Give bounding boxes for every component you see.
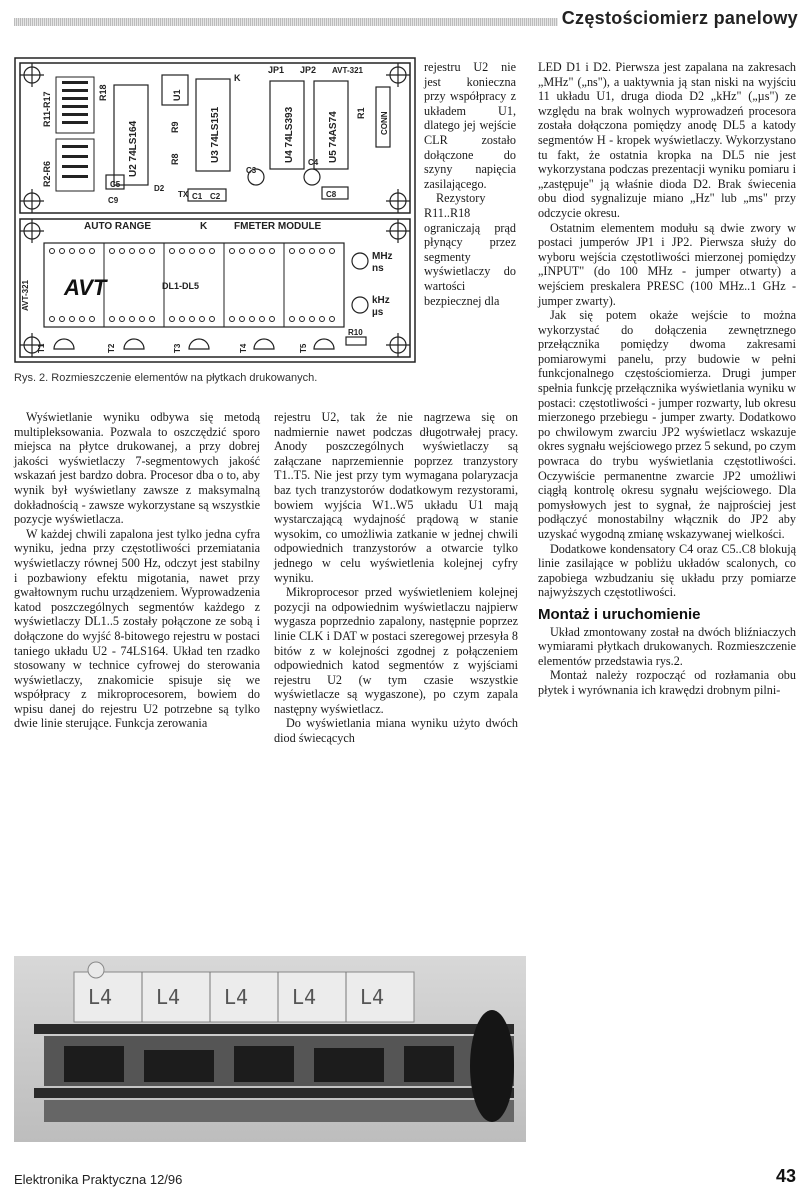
figure-caption: Rys. 2. Rozmieszczenie elementów na płytkach drukowanych. xyxy=(14,372,318,384)
pcb-label-k-top: K xyxy=(234,73,241,83)
section-heading: Montaż i uruchomienie xyxy=(538,605,701,623)
paragraph: Wyświetlanie wyniku odbywa się metodą multipleksowania. Pozwala to oszczędzić sporo miejsca na płytce drukowanej, a przy dobrej jakości wyświetlaczy 7-segmentowych jakość wskazań jest bardzo dobra. Procesor dba o to, aby wynik był wyświetlany zawsze z maksymalną dokładnością - zawsze wykorzystane są wszystkie pozycje wyświetlacza. xyxy=(14,410,260,527)
pcb-label-u5: U5 74AS74 xyxy=(328,111,339,163)
pcb-label-board-top: AVT-321 xyxy=(332,66,363,75)
column-2-bottom xyxy=(274,410,518,746)
pcb-label-displays: DL1-DL5 xyxy=(162,281,200,291)
pcb-label-t4: T4 xyxy=(239,343,248,353)
pcb-label-r8: R8 xyxy=(170,153,180,165)
pcb-label-c2: C2 xyxy=(210,192,221,201)
module-photo xyxy=(14,956,526,1142)
pcb-label-jp2: JP2 xyxy=(300,65,317,75)
pcb-label-t1: T1 xyxy=(37,343,46,353)
avt-logo: AVT xyxy=(64,275,107,300)
footer-magazine: Elektronika Praktyczna 12/96 xyxy=(14,1172,183,1187)
pcb-label-c5: C5 xyxy=(110,180,121,189)
paragraph: LED D1 i D2. Pierwsza jest zapalana na zakresach „MHz" („ns"), a uaktywnia ją stan niski na wyjściu 11 układu U1, druga dioda D2 „kHz" („µs") ze względu na brak wolnych wyprowadzeń procesora została dołączona pomiędzy anodę DL5 a katody segmentów H - kropek wyświetlaczy. Wykorzystano tu fakt, że ostatnia kropka na DL5 nie jest wykorzystana podczas prezentacji wyniku pomiaru i „zastępuje" ją właśnie dioda D2. Brak świecenia obu diod sygnalizuje miano „Hz" lub „ms" przy odczycie okresu. xyxy=(538,60,796,220)
display-label: L4 xyxy=(292,985,317,1009)
pcb-label-tx: TX xyxy=(178,190,189,199)
column-1 xyxy=(14,410,260,731)
pcb-label-c4: C4 xyxy=(308,158,319,167)
pcb-layout-figure xyxy=(14,57,416,363)
pcb-label-jp1: JP1 xyxy=(268,65,285,75)
footer-page-number: 43 xyxy=(775,1166,796,1186)
pcb-label-board-bottom: AVT-321 xyxy=(21,280,30,311)
pcb-label-auto-range: AUTO RANGE xyxy=(84,221,152,232)
page-header-title: Częstościomierz panelowy xyxy=(561,8,798,28)
paragraph: Dodatkowe kondensatory C4 oraz C5..C8 blokują linie zasilające w pobliżu układów scalonych, co zapobiega wzbudzaniu się układu przy pomiarze najwyższych częstotliwości. xyxy=(538,541,796,600)
paragraph: rejestru U2 nie jest konieczna przy współpracy z układem U1, dlatego jej wejście CLR zostało dołączone do szyny napięcia zasilającego. xyxy=(424,60,516,191)
paragraph: rejestru U2, tak że nie nagrzewa się on nadmiernie nawet podczas długotrwałej pracy. Anody poszczególnych wyświetlaczy są załączane naprzemiennie poprzez tranzystory T1..T5. Nie jest przy tym wymagana polaryzacja baz tych tranzystorów dodatkowym rezystorami, bowiem wyjścia W1..W5 układu U1 mają wystarczającą wydajność prądową w stanie wysokim, co umożliwia zatkanie w jednej chwili odpowiednich tranzystorów a otwarcie tylko jednego w celu wyświetlenia kolejnej cyfry wyniku. xyxy=(274,410,518,585)
paragraph: Ostatnim elementem modułu są dwie zwory w postaci jumperów JP1 i JP2. Pierwsza służy do wyboru wejścia częstotliwości mierzonej pomiędzy „INPUT" (do 100 MHz - jumper otwarty) a wejściem preskalera PRESC (100 MHz..1 GHz - jumper zwarty). xyxy=(538,220,796,308)
pcb-label-module: FMETER MODULE xyxy=(234,221,322,232)
pcb-label-c3: C3 xyxy=(246,166,257,175)
pcb-label-u1: U1 xyxy=(172,89,182,101)
column-2-top xyxy=(424,60,516,308)
display-label: L4 xyxy=(360,985,385,1009)
display-label: L4 xyxy=(224,985,249,1009)
pcb-label-u3: U3 74LS151 xyxy=(210,106,221,163)
display-label: L4 xyxy=(156,985,181,1009)
paragraph: Układ zmontowany został na dwóch bliźniaczych wymiarami płytkach drukowanych. Rozmieszczenie elementów przedstawia rys.2. xyxy=(538,624,796,668)
pcb-label-r10: R10 xyxy=(348,328,363,337)
pcb-label-r1: R1 xyxy=(356,107,366,119)
paragraph: Do wyświetlania miana wyniku użyto dwóch diod świecących xyxy=(274,716,518,746)
pcb-label-ns: ns xyxy=(372,263,384,274)
pcb-label-c9: C9 xyxy=(108,196,119,205)
pcb-label-k-bottom: K xyxy=(200,221,208,232)
column-3 xyxy=(538,60,796,698)
pcb-label-c1: C1 xyxy=(192,192,203,201)
pcb-label-r11-r17: R11-R17 xyxy=(42,91,52,127)
pcb-label-r2-r6: R2-R6 xyxy=(42,160,52,187)
pcb-label-r9: R9 xyxy=(170,121,180,133)
pcb-label-t5: T5 xyxy=(299,343,308,353)
pcb-label-t3: T3 xyxy=(173,343,182,353)
pcb-label-d2: D2 xyxy=(154,184,165,193)
paragraph: Rezystory R11..R18 ograniczają prąd płynący przez segmenty wyświetlaczy do wartości bezpiecznej dla xyxy=(424,191,516,308)
pcb-label-khz: kHz xyxy=(372,295,390,306)
paragraph: W każdej chwili zapalona jest tylko jedna cyfra wyniku, jedna przy częstotliwości przemiatania wyświetlaczy równej 500 Hz, odczyt jest stabilny i pozbawiony efektu migotania, nawet przy gwałtownym ruchu urządzeniem. Wyprowadzenia katod poszczególnych segmentów każdego z wyświetlaczy DL1..5 zostały połączone ze sobą i dołączone do wyjść 8-bitowego rejestru w postaci taniego układu U2 - 74LS164. Układ ten rzadko stosowany w technice cyfrowej do sterowania wyświetlaczy, znakomicie spisuje się we współpracy z mikroprocesorem, bowiem do wpisu danej do rejestru U2 potrzebne są tylko dwie linie sterujące. Funkcja zerowania xyxy=(14,526,260,731)
paragraph: Jak się potem okaże wejście to można wykorzystać do dołączenia zewnętrznego przełącznika pomiędzy dwoma zakresami pomiarowymi panelu, przy budowie w pełni funkcjonalnego częstościomierza. Drugi jumper spełnia funkcję przełącznika wyświetlania wyniku w postaci: częstotliwości - jumper rozwarty, lub okresu mierzonego przebiegu - jumper zwarty. Dodatkowo po chwilowym zwarciu JP2 wyświetlacz wskazuje okres sygnału wejściowego przez 5 sekund, po czym powraca do trybu wyświetlania częstotliwości. Oczywiście permanentne zwarcie JP2 umożliwi ciągłą kontrolę okresu sygnału wejściowego. Dla pomysłowych jest to sygnał, że najprościej jest podłączyć monostabilny włącznik do JP2 aby uzyskać wygodną zmianę wskazywanej wielkości. xyxy=(538,308,796,541)
display-label: L4 xyxy=(88,985,113,1009)
pcb-label-t2: T2 xyxy=(107,343,116,353)
paragraph: Montaż należy rozpocząć od rozłamania obu płytek i wyrównania ich krawędzi drobnym pilni- xyxy=(538,668,796,697)
pcb-label-r18: R18 xyxy=(98,84,108,101)
pcb-label-u2: U2 74LS164 xyxy=(128,120,139,177)
pcb-label-u4: U4 74LS393 xyxy=(284,106,295,163)
pcb-label-conn: CONN xyxy=(380,111,389,135)
pcb-label-mhz: MHz xyxy=(372,251,393,262)
paragraph: Mikroprocesor przed wyświetleniem kolejnej pozycji na odpowiednim wyświetlaczu najpierw wygasza poprzednio zapalony, następnie poprzez linie CLK i DAT w postaci szeregowej przesyła 8 bitów z w kolejności zgodnej z połączeniem odpowiednich katod segmentów z wyjściami rejestru U2 (w tym czasie wszystkie wyświetlacze są wygaszone), po czym zapala następny wyświetlacz. xyxy=(274,585,518,716)
header-decorative-band xyxy=(14,18,558,26)
pcb-label-c8: C8 xyxy=(326,190,337,199)
pcb-label-us: µs xyxy=(372,307,384,318)
